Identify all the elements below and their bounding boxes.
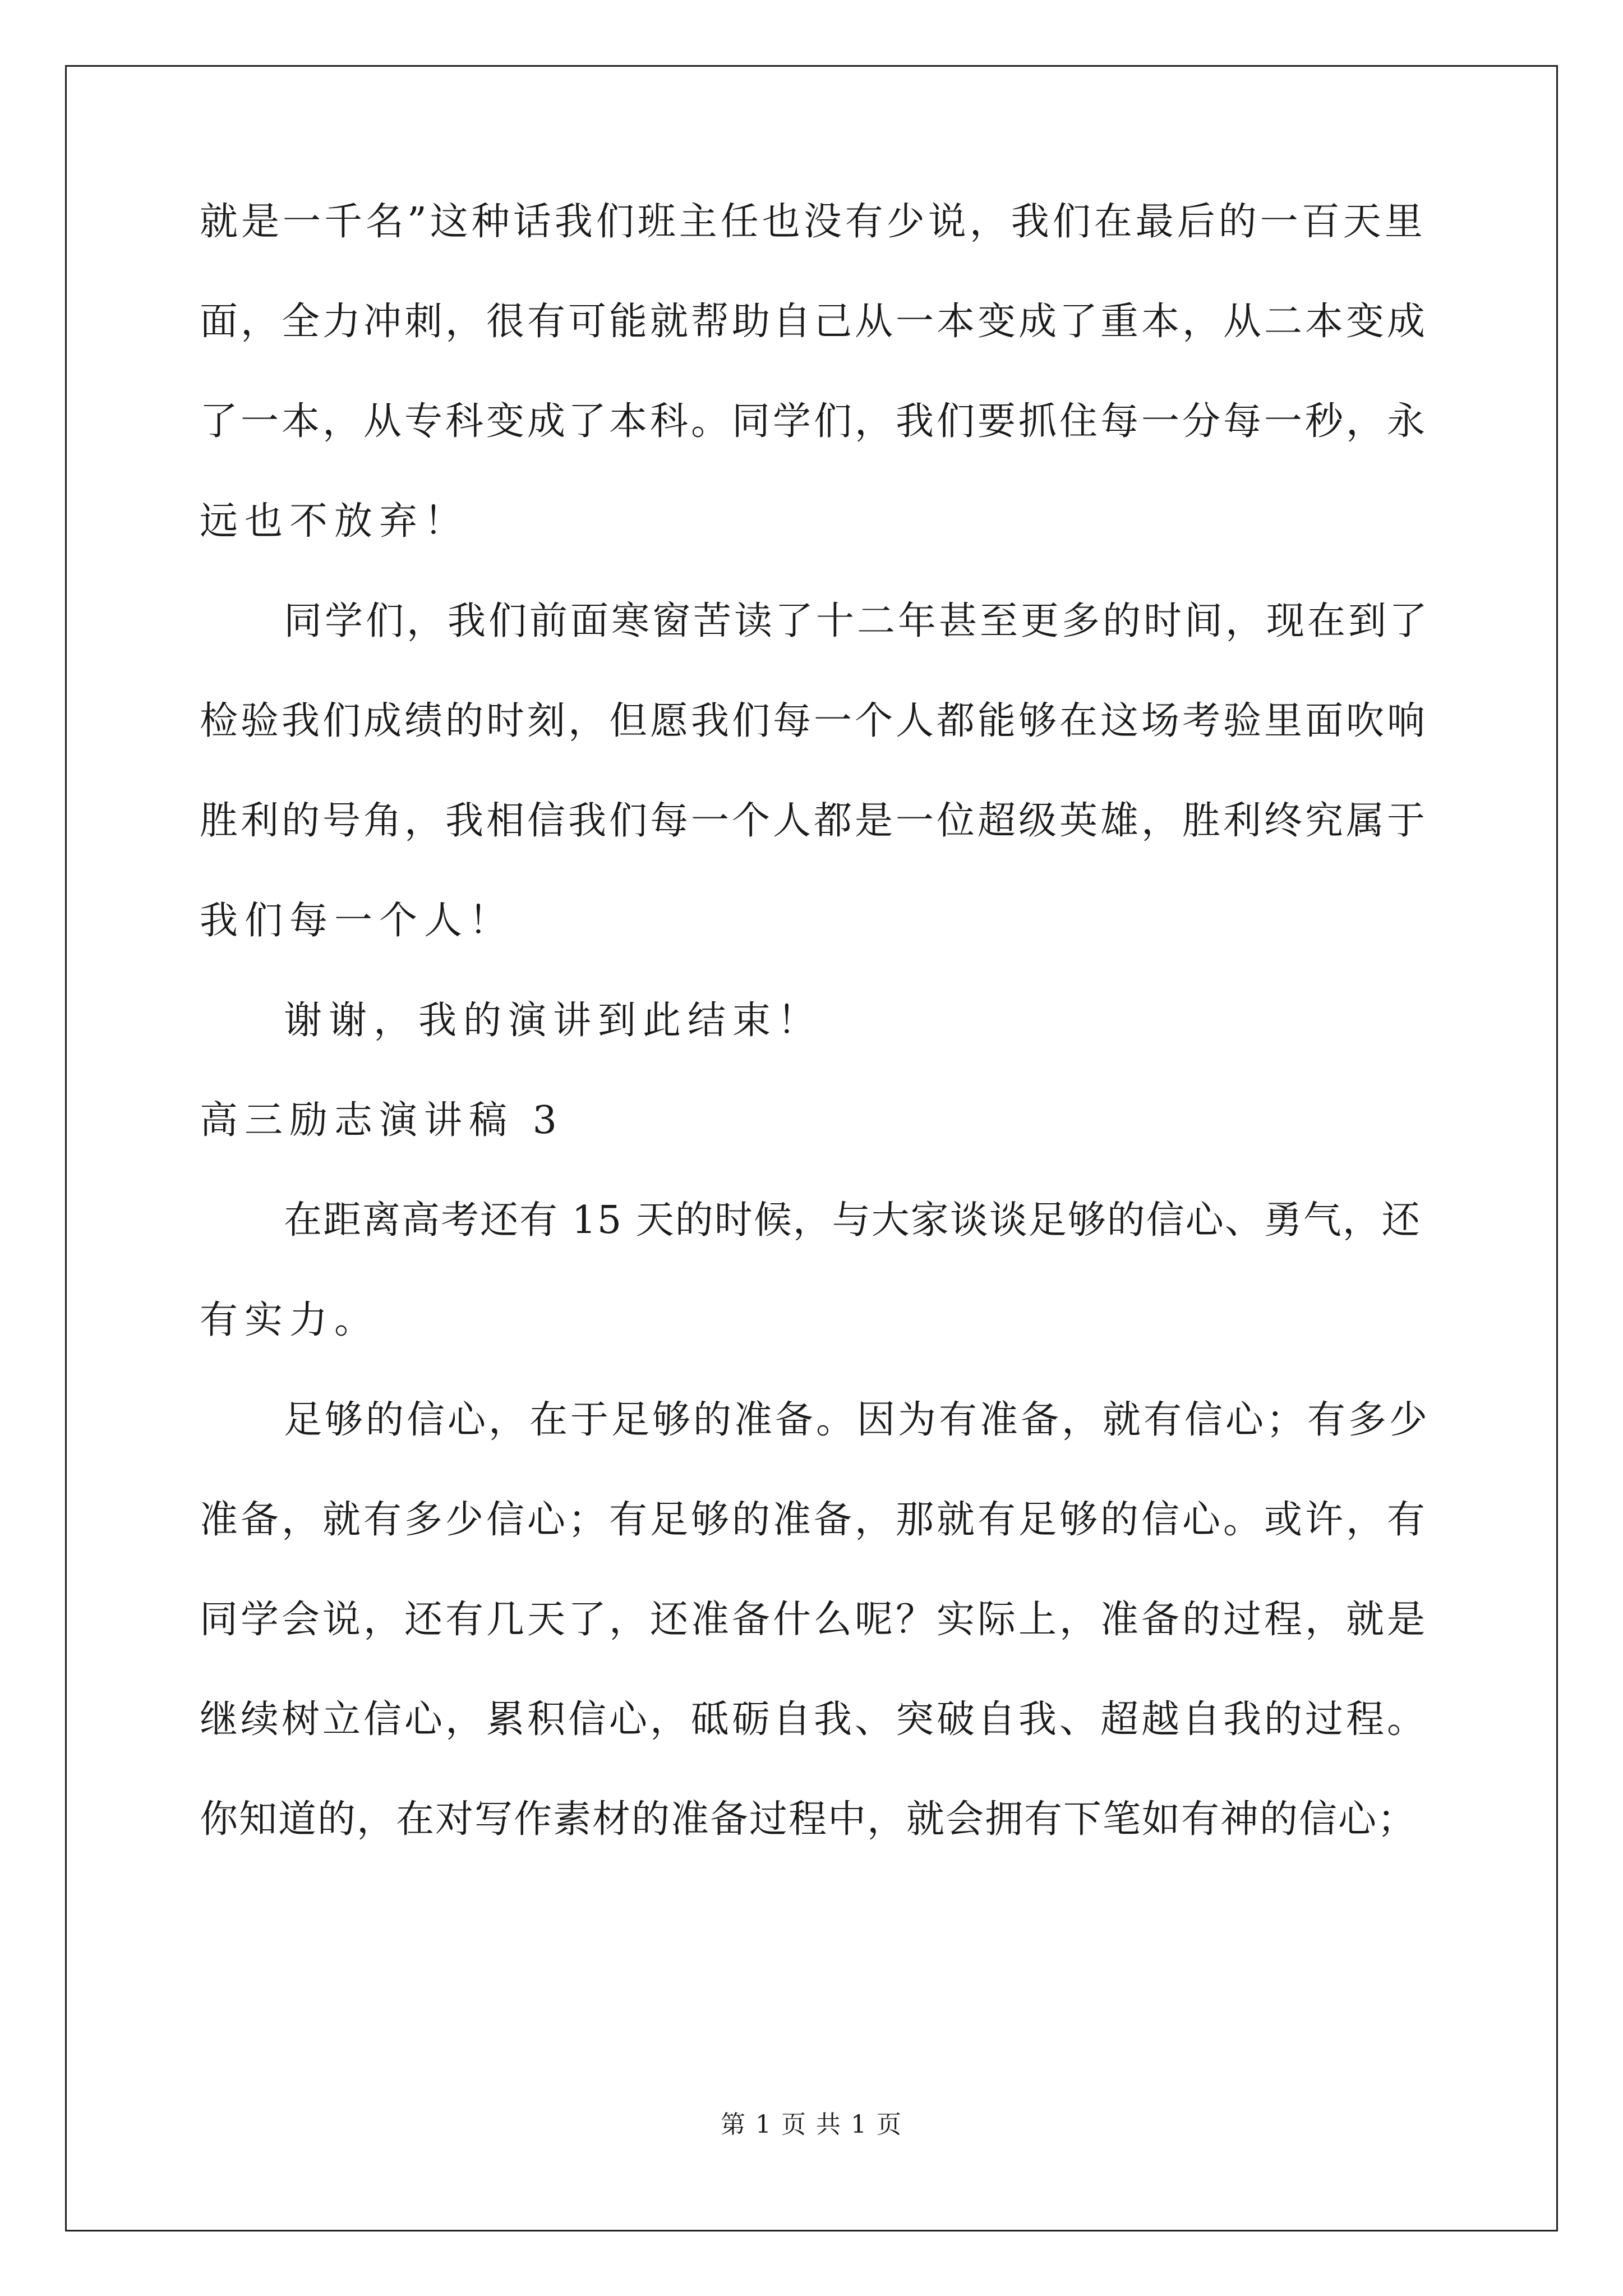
page-border	[65, 65, 1558, 2231]
text-line: 胜利的号角，我相信我们每一个人都是一位超级英雄，胜利终究属于	[200, 799, 1428, 843]
text-line: 远也不放弃！	[200, 499, 469, 544]
page-footer: 第 1 页 共 1 页	[721, 2110, 902, 2139]
paragraph-start-line: 谢谢，我的演讲到此结束！	[284, 999, 823, 1043]
text-line: 准备，就有多少信心；有足够的准备，那就有足够的信心。或许，有	[200, 1498, 1428, 1542]
paragraph-start-line: 在距离高考还有 15 天的时候，与大家谈谈足够的信心、勇气，还	[284, 1198, 1421, 1243]
text-line: 你知道的，在对写作素材的准备过程中，就会拥有下笔如有神的信心；	[200, 1797, 1417, 1842]
text-line: 了一本，从专科变成了本科。同学们，我们要抓住每一分每一秒，永	[200, 399, 1428, 444]
section-heading: 高三励志演讲稿 3	[200, 1098, 564, 1143]
text-line: 继续树立信心，累积信心，砥砺自我、突破自我、超越自我的过程。	[200, 1697, 1428, 1742]
paragraph-start-line: 足够的信心，在于足够的准备。因为有准备，就有信心；有多少	[284, 1398, 1431, 1442]
paragraph-start-line: 同学们，我们前面寒窗苦读了十二年甚至更多的时间，现在到了	[284, 599, 1431, 643]
text-line: 检验我们成绩的时刻，但愿我们每一个人都能够在这场考验里面吹响	[200, 699, 1428, 743]
text-line: 就是一千名”这种话我们班主任也没有少说，我们在最后的一百天里	[200, 200, 1426, 244]
text-line: 有实力。	[200, 1298, 380, 1342]
text-line: 我们每一个人！	[200, 899, 514, 943]
text-line: 同学会说，还有几天了，还准备什么呢？实际上，准备的过程，就是	[200, 1598, 1428, 1642]
text-line: 面，全力冲刺，很有可能就帮助自己从一本变成了重本，从二本变成	[200, 300, 1428, 344]
